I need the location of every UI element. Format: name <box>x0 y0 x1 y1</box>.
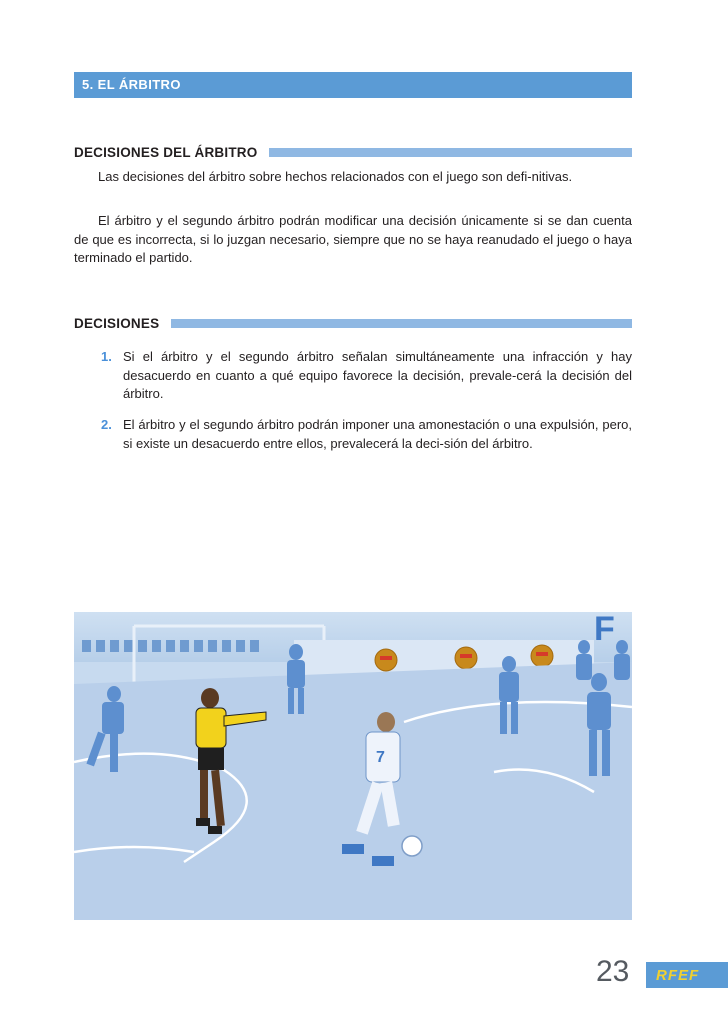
list-item-text: El árbitro y el segundo árbitro podrán imponer una amonestación o una expulsión, pero, si existe un desacuerdo entre ellos, prevalecerá la deci-sión del árbitro. <box>123 417 632 451</box>
futsal-referee-illustration <box>74 612 632 920</box>
chapter-title-bar <box>74 72 632 98</box>
list-item-number: 2. <box>101 417 112 432</box>
logo-text: RFEF <box>656 966 700 984</box>
section-heading-text: DECISIONES <box>74 315 160 331</box>
paragraph-1: Las decisiones del árbitro sobre hechos relacionados con el juego son defi-nitivas. <box>98 169 573 184</box>
svg-text:7: 7 <box>376 749 385 766</box>
section-heading-decisiones-del-arbitro <box>74 143 632 161</box>
section-heading-decisiones <box>74 314 632 332</box>
heading-rule <box>269 148 632 157</box>
list-item <box>101 348 632 404</box>
paragraph-2: El árbitro y el segundo árbitro podrán modificar una decisión únicamente si se dan cuenta de que es incorrecta, si lo juzgan necesario, siempre que no se haya reanudado el juego o haya terminado el partido. <box>74 213 632 265</box>
svg-text:F: F <box>594 612 615 648</box>
section-heading-text: DECISIONES DEL ÁRBITRO <box>74 144 258 160</box>
chapter-title: 5. EL ÁRBITRO <box>82 77 181 92</box>
rfef-logo <box>646 962 728 988</box>
list-item-text: Si el árbitro y el segundo árbitro señalan simultáneamente una infracción y hay desacuerdo en cuanto a qué equipo favorece la decisión, prevale-cerá la decisión del árbitro. <box>123 349 632 401</box>
page-number: 23 <box>596 955 630 988</box>
list-item-number: 1. <box>101 349 112 364</box>
heading-rule <box>171 319 632 328</box>
list-item <box>101 416 632 453</box>
